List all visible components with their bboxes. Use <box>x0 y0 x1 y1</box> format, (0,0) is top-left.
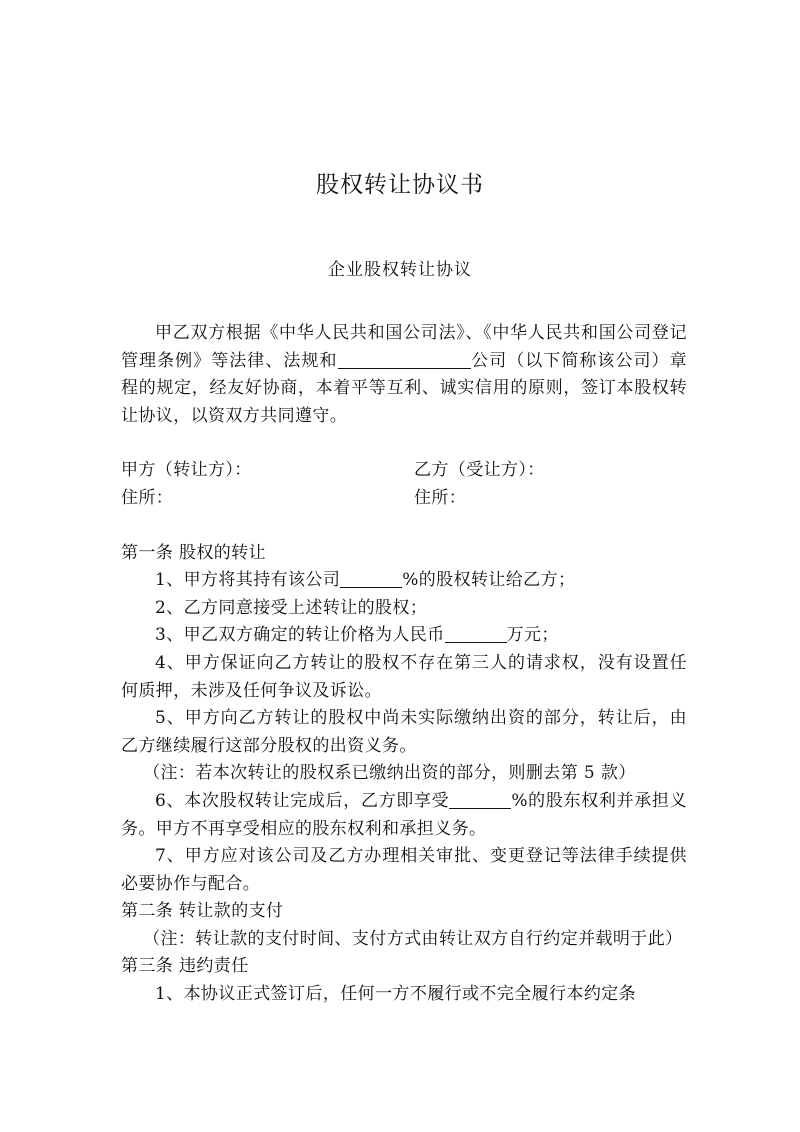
article3-heading: 第三条 违约责任 <box>121 956 249 977</box>
intro-text-1: 甲乙双方根据《中华人民共和国公司法》、《中华人民共和国公司登记管理条例》等法律、法规和 <box>121 323 687 371</box>
item1-text-b: %的股权转让给乙方； <box>402 570 576 591</box>
item6-text-b: %的股东权利并承担义务。甲方不再享受相应的股东权利和承担义务。 <box>121 790 687 839</box>
price-blank <box>445 625 507 644</box>
address-row <box>121 485 687 513</box>
share-percent-blank <box>340 569 402 588</box>
parties-row <box>121 457 687 485</box>
intro-paragraph <box>121 320 687 430</box>
article1-item4: 4、甲方保证向乙方转让的股权不存在第三人的请求权，没有设置任何质押，未涉及任何争议及诉讼。 <box>121 652 687 701</box>
document-body <box>121 320 687 1009</box>
article1-item6 <box>121 788 687 843</box>
article1-note: （注：若本次转让的股权系已缴纳出资的部分，则删去第 5 款） <box>143 763 636 784</box>
party-b-label: 乙方（受让方）： <box>414 460 545 481</box>
article1-item7: 7、甲方应对该公司及乙方办理相关审批、变更登记等法律手续提供必要协作与配合。 <box>121 846 687 894</box>
article1-item5: 5、甲方向乙方转让的股权中尚未实际缴纳出资的部分，转让后，由乙方继续履行这部分股权的出资义务。 <box>121 708 687 756</box>
article1-heading: 第一条 股权的转让 <box>121 542 267 563</box>
item3-text-b: 万元； <box>506 625 559 646</box>
address-a-label: 住所： <box>121 487 174 508</box>
article1-item1 <box>121 567 687 595</box>
article3-item1: 1、本协议正式签订后，任何一方不履行或不完全履行本约定条 <box>155 984 637 1005</box>
party-a-label: 甲方（转让方）： <box>121 460 252 481</box>
article2-heading: 第二条 转让款的支付 <box>121 901 284 922</box>
item6-text-a: 6、本次股权转让完成后，乙方即享受 <box>155 790 450 811</box>
spacer <box>121 513 687 540</box>
spacer <box>121 430 687 457</box>
item1-text-a: 1、甲方将其持有该公司 <box>155 570 341 591</box>
company-name-blank <box>338 350 471 369</box>
item3-text-a: 3、甲乙双方确定的转让价格为人民币 <box>155 625 445 646</box>
document-title: 股权转让协议书 <box>316 172 484 198</box>
intro-text-2: 公司（以下简称该公司）章程的规定，经友好协商，本着平等互利、诚实信用的原则，签订本股权转让协议，以资双方共同遵守。 <box>121 350 687 426</box>
rights-percent-blank <box>449 790 511 809</box>
document-subtitle: 企业股权转让协议 <box>328 260 472 280</box>
address-b-label: 住所： <box>414 487 467 508</box>
article1-item3 <box>121 622 687 650</box>
article2-note: （注：转让款的支付时间、支付方式由转让双方自行约定并载明于此） <box>143 928 683 949</box>
article1-item2: 2、乙方同意接受上述转让的股权； <box>155 597 428 618</box>
